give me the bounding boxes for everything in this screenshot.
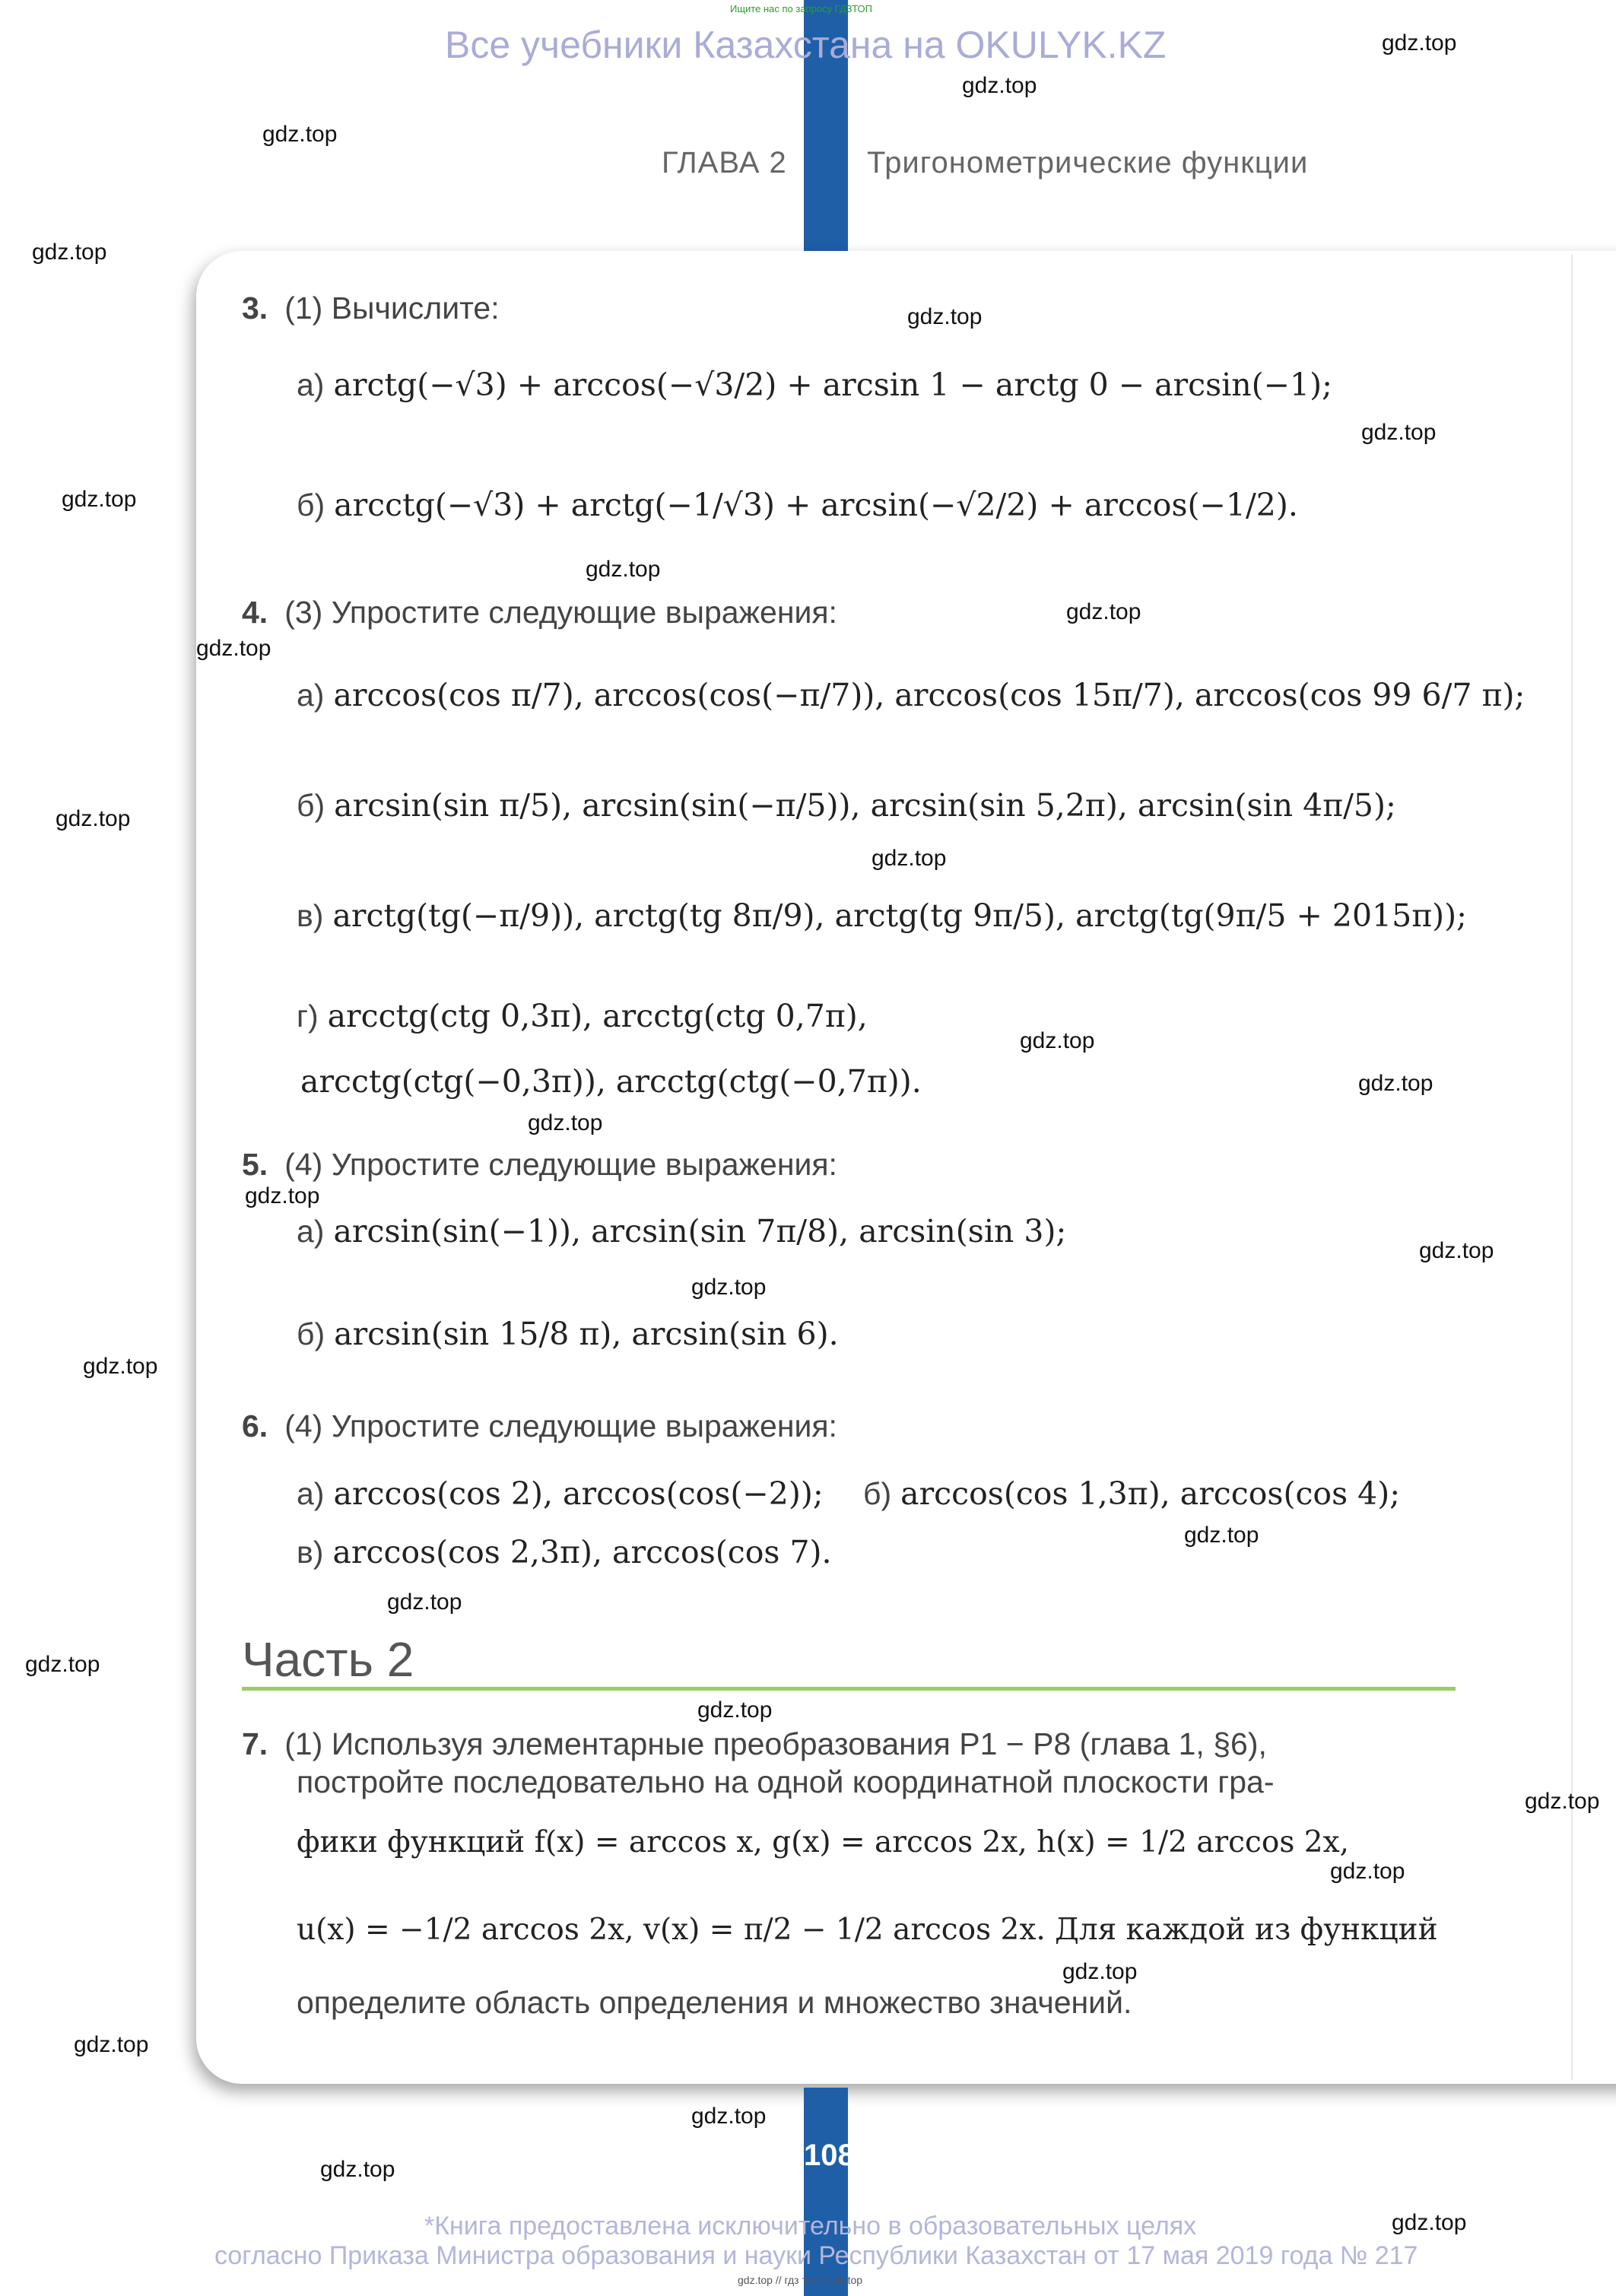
watermark: gdz.top [962,73,1037,98]
item-label: б) [297,1316,325,1351]
problem-3b [297,487,1298,523]
formula: arccos(cos π/7), arccos(cos(−π/7)), arccos(cos 15π/7), arccos(cos 99 6/7 π); [333,677,1526,713]
watermark: gdz.top [1184,1523,1259,1548]
formula: arctg(tg(−π/9)), arctg(tg 8π/9), arctg(tg 9π/5), arctg(tg(9π/5 + 2015π)); [332,897,1467,934]
problem-7-line4: u(x) = −1/2 arccos 2x, v(x) = π/2 − 1/2 arccos 2x. Для каждой из функций [297,1913,1438,1947]
formula: arccos(cos 1,3π), arccos(cos 4); [900,1475,1401,1512]
formula: arccos(cos 2,3π), arccos(cos 7). [332,1534,832,1570]
problem-7-line3: фики функций f(x) = arccos x, g(x) = arccos 2x, h(x) = 1/2 arccos 2x, [297,1825,1349,1859]
problem-number: 3. [242,291,268,326]
problem-5a [297,1213,1066,1250]
problem-7-line1 [242,1726,1267,1762]
watermark: gdz.top [196,636,271,661]
watermark: gdz.top [74,2032,149,2057]
watermark: gdz.top [83,1354,158,1379]
formula: arcsin(sin π/5), arcsin(sin(−π/5)), arcsin(sin 5,2π), arcsin(sin 4π/5); [334,787,1396,824]
problem-4-heading [242,595,837,630]
problem-3-heading [242,291,500,326]
watermark: gdz.top [1525,1789,1600,1814]
formula: arcctg(ctg 0,3π), arcctg(ctg 0,7π), [327,998,868,1034]
problem-6a [297,1475,824,1512]
formula: arctg(−√3) + arccos(−√3/2) + arcsin 1 − arctg 0 − arcsin(−1); [333,367,1332,403]
problem-4a [297,677,1525,713]
section-underline [242,1687,1456,1691]
problem-number: 4. [242,595,268,630]
problem-text: (4) Упростите следующие выражения: [284,1147,837,1182]
footer-small: gdz.top // гдз топ // гдз.top [738,2274,863,2286]
chapter-label: ГЛАВА 2 [662,146,787,179]
problem-4d-line1 [297,998,868,1034]
watermark: gdz.top [691,2104,767,2129]
problem-text: (3) Упростите следующие выражения: [284,595,837,630]
watermark: gdz.top [586,557,661,582]
formula: arcsin(sin(−1)), arcsin(sin 7π/8), arcsin(sin 3); [333,1213,1067,1250]
problem-5b [297,1316,839,1352]
footer-line2: согласно Приказа Министра образования и науки Республики Казахстан от 17 мая 2019 года № 217 [214,2241,1418,2270]
watermark: gdz.top [1020,1028,1095,1053]
chapter-title: Тригонометрические функции [867,146,1309,179]
problem-4c [297,897,1467,934]
watermark: gdz.top [1066,599,1141,624]
problem-4b [297,787,1396,824]
watermark: gdz.top [320,2157,395,2182]
watermark: gdz.top [697,1697,773,1723]
watermark: gdz.top [262,122,338,147]
problem-3a [297,367,1332,403]
problem-number: 6. [242,1408,268,1443]
watermark: gdz.top [871,846,947,871]
watermark: gdz.top [1361,420,1437,445]
item-label: в) [297,1535,324,1570]
item-label: б) [297,487,325,522]
site-title[interactable]: Все учебники Казахстана на OKULYK.KZ [445,24,1167,66]
problem-7-line2: постройте последовательно на одной координатной плоскости гра- [297,1764,1275,1799]
problem-6c [297,1534,832,1570]
item-label: а) [297,1476,325,1511]
section-title: Часть 2 [242,1632,414,1687]
problem-6-heading [242,1408,837,1444]
problem-number: 7. [242,1726,268,1761]
watermark: gdz.top [32,240,107,265]
problem-6b [863,1475,1400,1512]
watermark: gdz.top [62,487,137,512]
watermark: gdz.top [1392,2210,1467,2235]
top-note: Ищите нас по запросу ГДЗТОП [730,3,873,14]
watermark: gdz.top [1419,1238,1494,1263]
item-label: б) [863,1476,892,1511]
problem-text: (4) Упростите следующие выражения: [284,1408,837,1443]
formula: arcsin(sin 15/8 π), arcsin(sin 6). [334,1316,839,1352]
watermark: gdz.top [691,1275,767,1300]
item-label: а) [297,678,325,713]
formula: arccos(cos 2), arccos(cos(−2)); [333,1475,824,1512]
problem-7-line5: определите область определения и множество значений. [297,1985,1132,2020]
watermark: gdz.top [1358,1071,1433,1096]
problem-text: (1) Используя элементарные преобразования P1 − P8 (глава 1, §6), [284,1726,1267,1761]
item-label: г) [297,999,319,1034]
watermark: gdz.top [387,1589,462,1615]
page-number: 108 [804,2139,855,2172]
problem-number: 5. [242,1147,268,1182]
watermark: gdz.top [907,304,983,329]
problem-4d-line2: arcctg(ctg(−0,3π)), arcctg(ctg(−0,7π)). [300,1063,922,1100]
problem-5-heading [242,1147,837,1183]
watermark: gdz.top [245,1183,320,1208]
item-label: б) [297,788,325,823]
formula: arcctg(−√3) + arctg(−1/√3) + arcsin(−√2/2) + arccos(−1/2). [334,487,1298,523]
item-label: а) [297,367,325,402]
item-label: в) [297,898,324,933]
problem-text: (1) Вычислите: [284,291,500,326]
watermark: gdz.top [1062,1959,1138,1984]
watermark: gdz.top [56,806,131,831]
watermark: gdz.top [1382,30,1457,56]
footer-line1: *Книга предоставлена исключительно в образовательных целях [424,2212,1197,2240]
watermark: gdz.top [528,1110,603,1135]
watermark: gdz.top [1330,1859,1405,1884]
item-label: а) [297,1214,325,1249]
watermark: gdz.top [25,1652,100,1677]
